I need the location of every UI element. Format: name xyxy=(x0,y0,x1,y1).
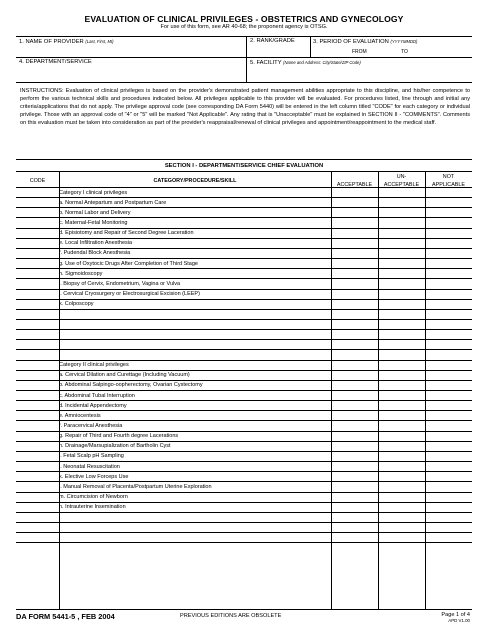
row-label: n. Intrauterine Insemination xyxy=(59,504,126,511)
table-row[interactable] xyxy=(16,197,472,207)
table-row[interactable] xyxy=(16,187,472,197)
row-label: d. Incidental Appendectomy xyxy=(59,402,127,409)
row-label: Category II clinical privileges xyxy=(59,362,129,369)
table-row[interactable] xyxy=(16,532,472,542)
table-row[interactable] xyxy=(16,410,472,420)
table-row[interactable] xyxy=(16,258,472,268)
rank-grade-field[interactable] xyxy=(250,44,308,58)
form-number: DA FORM 5441-5 , FEB 2004 xyxy=(16,612,115,621)
table-row[interactable] xyxy=(16,542,472,552)
row-label: e. Amniocentesis xyxy=(59,412,101,419)
table-row[interactable] xyxy=(16,441,472,451)
facility-field[interactable] xyxy=(250,66,470,81)
table-row[interactable] xyxy=(16,451,472,461)
row-label: l. Manual Removal of Placenta/Postpartum Uterine Exploration xyxy=(59,483,212,490)
form-title: EVALUATION OF CLINICAL PRIVILEGES - OBSTETRICS AND GYNECOLOGY xyxy=(84,14,404,24)
col-acceptable: ACCEPTABLE xyxy=(336,182,373,188)
department-field[interactable] xyxy=(19,66,245,81)
facility-label: 5. FACILITY (Name and Address: City/State/ZIP Code) xyxy=(250,60,361,66)
table-row[interactable] xyxy=(16,512,472,522)
table-row[interactable] xyxy=(16,431,472,441)
row-label: f. Pudendal Block Anesthesia xyxy=(59,250,131,257)
table-row[interactable] xyxy=(16,329,472,339)
provider-name-field[interactable] xyxy=(19,44,245,58)
col-category: CATEGORY/PROCEDURE/SKILL xyxy=(153,178,237,184)
page-number: Page 1 of 4 APD V1.00 xyxy=(441,612,470,624)
row-label: i. Biopsy of Cervix, Endometrium, Vagina or Vulva xyxy=(59,280,181,287)
row-label: a. Cervical Dilation and Curettage (Including Vacuum) xyxy=(59,372,190,379)
table-row[interactable] xyxy=(16,278,472,288)
table-row[interactable] xyxy=(16,390,472,400)
row-label: a. Normal Antepartum and Postpartum Care xyxy=(59,199,167,206)
row-label: c. Maternal-Fetal Monitoring xyxy=(59,219,128,226)
section-1-title: SECTION I - DEPARTMENT/SERVICE CHIEF EVALUATION xyxy=(164,163,324,169)
row-label: b. Abdominal Salpingo-oopherectomy, Ovarian Cystectomy xyxy=(59,382,203,389)
period-from-label: FROM xyxy=(352,49,367,55)
table-row[interactable] xyxy=(16,522,472,532)
period-to-label: TO xyxy=(401,49,408,55)
table-row[interactable] xyxy=(16,481,472,491)
row-label: m. Circumcision of Newborn xyxy=(59,494,128,500)
row-label: k. Colposcopy xyxy=(59,301,94,308)
table-row[interactable] xyxy=(16,299,472,309)
table-row[interactable] xyxy=(16,380,472,390)
department-label: 4. DEPARTMENT/SERVICE xyxy=(19,59,92,65)
table-row[interactable] xyxy=(16,289,472,299)
row-label: e. Local Infiltration Anesthesia xyxy=(59,240,133,247)
row-label: j. Cervical Cryosurgery or Electrosurgical Excision (LEEP) xyxy=(59,291,200,297)
row-label: f. Paracervical Anesthesia xyxy=(59,422,123,429)
table-row[interactable] xyxy=(16,360,472,370)
col-not-applicable: NOT APPLICABLE xyxy=(432,174,465,188)
table-row[interactable] xyxy=(16,400,472,410)
row-label: d. Episiotomy and Repair of Second Degree Laceration xyxy=(59,230,194,237)
table-row[interactable] xyxy=(16,207,472,217)
table-row[interactable] xyxy=(16,238,472,248)
table-row[interactable] xyxy=(16,319,472,329)
row-label: i. Fetal Scalp pH Sampling xyxy=(59,453,124,460)
table-row[interactable] xyxy=(16,339,472,349)
form-header xyxy=(16,14,472,31)
table-row[interactable] xyxy=(16,492,472,502)
row-label: j. Neonatal Resuscitation xyxy=(59,463,120,470)
row-label: h. Sigmoidoscopy xyxy=(59,270,103,277)
row-label: b. Normal Labor and Delivery xyxy=(59,209,131,216)
table-row[interactable] xyxy=(16,268,472,278)
top-border xyxy=(16,36,472,37)
provider-name-label: 1. NAME OF PROVIDER (Last, First, MI) xyxy=(19,39,114,45)
col-code: CODE xyxy=(29,178,46,184)
row-label: g. Repair of Third and Fourth degree Lacerations xyxy=(59,433,179,440)
table-row[interactable] xyxy=(16,370,472,380)
table-row[interactable] xyxy=(16,217,472,227)
table-row[interactable] xyxy=(16,228,472,238)
previous-editions-note: PREVIOUS EDITIONS ARE OBSOLETE xyxy=(180,613,282,619)
row-label: k. Elective Low Forceps Use xyxy=(59,473,129,480)
table-row[interactable] xyxy=(16,309,472,319)
period-label: 3. PERIOD OF EVALUATION (YYYYMMDD) xyxy=(313,39,418,45)
col-unacceptable: UN- ACCEPTABLE xyxy=(383,174,420,188)
table-row[interactable] xyxy=(16,461,472,471)
instructions-text: INSTRUCTIONS: Evaluation of clinical privileges is based on the provider's demonstrated patient management abilities appropriate to this discipline, and his/her competence to perform the various technical skills and procedures indicated below. All privileges applicable to this provider will be evaluated. For procedures listed, line through and initial any criteria/applications that do not apply. The privilege approval code (see corresponding DA Form 5440) will be entered in the left column titled "CODE" for each category or individual privilege. Those with an approval code of "4" or "5" will be marked "Not Applicable". Any rating that is "Unacceptable" must be explained in SECTION II - "COMMENTS". Comments on this evaluation must be taken into consideration as part of the provider's reappraisal/renewal of clinical privileges and appointment/reappointment to the medical staff. xyxy=(20,88,470,127)
row-label: c. Abdominal Tubal Interruption xyxy=(59,392,135,399)
row-label: g. Use of Oxytocic Drugs After Completion of Third Stage xyxy=(59,260,198,267)
row-label: h. Drainage/Marsupialization of Bartholin Cyst xyxy=(59,443,171,450)
table-row[interactable] xyxy=(16,248,472,258)
rank-grade-label: 2. RANK/GRADE xyxy=(250,38,295,44)
table-row[interactable] xyxy=(16,349,472,359)
table-row[interactable] xyxy=(16,502,472,512)
table-row[interactable] xyxy=(16,420,472,430)
table-row[interactable] xyxy=(16,471,472,481)
form-subtitle: For use of this form, see AR 40-68; the proponent agency is OTSG. xyxy=(160,24,328,30)
row-label: Category I clinical privileges xyxy=(59,189,128,196)
